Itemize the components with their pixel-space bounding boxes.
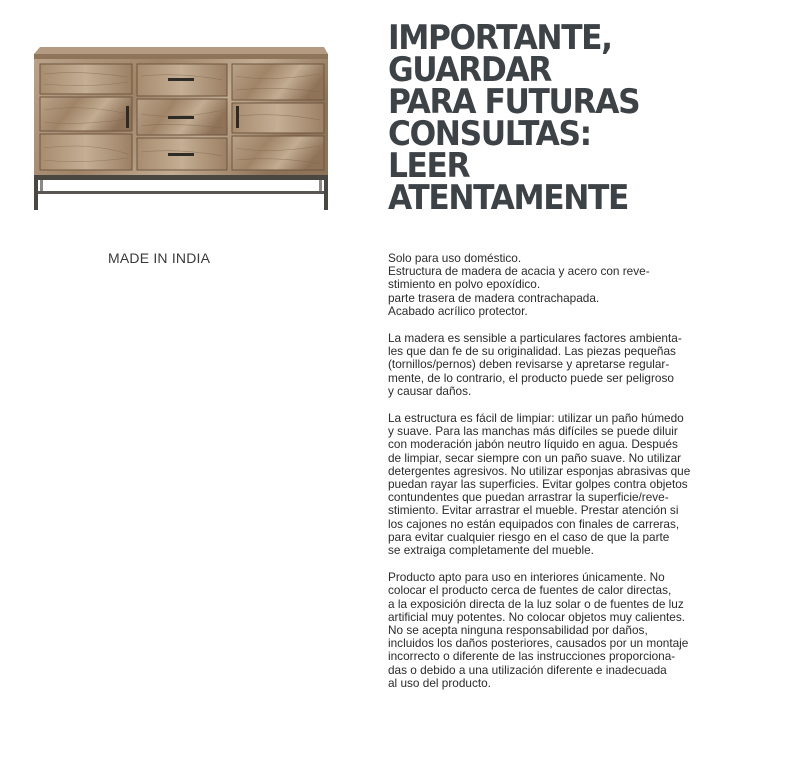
- text-line: No se acepta ninguna responsabilidad por daños,: [388, 623, 648, 638]
- paragraph-wood-care: [388, 332, 728, 398]
- text-line: colocar el producto cerca de fuentes de calor directas,: [388, 583, 672, 598]
- text-line: al uso del producto.: [388, 675, 491, 690]
- title-line: GUARDAR: [388, 50, 552, 90]
- text-line: La estructura es fácil de limpiar: utilizar un paño húmedo: [388, 411, 684, 426]
- text-line: los cajones no están equipados con finales de carreras,: [388, 516, 680, 531]
- title-line: PARA FUTURAS: [388, 82, 640, 122]
- sideboard-product-image: [30, 44, 334, 214]
- text-line: das o debido a una utilización diferente e inadecuada: [388, 662, 667, 677]
- text-line: puedan rayar las superficies. Evitar golpes contra objetos: [388, 477, 688, 492]
- text-line: stimiento. Evitar arrastrar el mueble. Prestar atención si: [388, 503, 679, 518]
- text-line: mente, de lo contrario, el producto puede ser peligroso: [388, 370, 674, 385]
- text-line: incluidos los daños posteriores, causados por un montaje: [388, 636, 689, 651]
- text-line: se extraiga completamente del mueble.: [388, 543, 594, 558]
- text-line: para evitar cualquier riesgo en el caso de que la parte: [388, 529, 670, 544]
- text-line: les que dan fe de su originalidad. Las piezas pequeñas: [388, 344, 676, 359]
- text-line: Acabado acrílico protector.: [388, 303, 528, 318]
- text-line: con moderación jabón neutro líquido en agua. Después: [388, 437, 678, 452]
- text-line: Solo para uso doméstico.: [388, 251, 522, 265]
- text-line: incorrecto o diferente de las instrucciones proporciona-: [388, 649, 676, 664]
- text-line: La madera es sensible a particulares factores ambienta-: [388, 331, 682, 346]
- paragraph-indoor-use: [388, 571, 728, 690]
- text-line: de limpiar, secar siempre con un paño suave. No utilizar: [388, 450, 682, 465]
- text-line: contundentes que puedan arrastrar la superficie/reve-: [388, 490, 669, 505]
- text-line: Estructura de madera de acacia y acero con reve-: [388, 264, 650, 279]
- instructions-text: [388, 252, 728, 704]
- title-line: LEER: [388, 146, 470, 186]
- made-in-label: MADE IN INDIA: [108, 250, 211, 266]
- text-line: stimiento en polvo epoxídico.: [388, 277, 541, 292]
- text-line: Producto apto para uso en interiores únicamente. No: [388, 570, 665, 585]
- text-line: detergentes agresivos. No utilizar esponjas abrasivas que: [388, 463, 691, 478]
- title-line: ATENTAMENTE: [388, 178, 628, 218]
- page-title: [388, 18, 756, 218]
- title-line: CONSULTAS:: [388, 114, 591, 154]
- text-line: y causar daños.: [388, 383, 472, 398]
- text-line: artificial muy potentes. No colocar objetos muy calientes.: [388, 609, 686, 624]
- text-line: a la exposición directa de la luz solar o de fuentes de luz: [388, 596, 684, 611]
- text-line: parte trasera de madera contrachapada.: [388, 290, 600, 305]
- paragraph-cleaning: [388, 412, 728, 557]
- paragraph-usage: [388, 252, 728, 318]
- title-line: IMPORTANTE,: [388, 18, 612, 58]
- text-line: y suave. Para las manchas más difíciles se puede diluir: [388, 424, 678, 439]
- text-line: (tornillos/pernos) deben revisarse y apretarse regular-: [388, 357, 670, 372]
